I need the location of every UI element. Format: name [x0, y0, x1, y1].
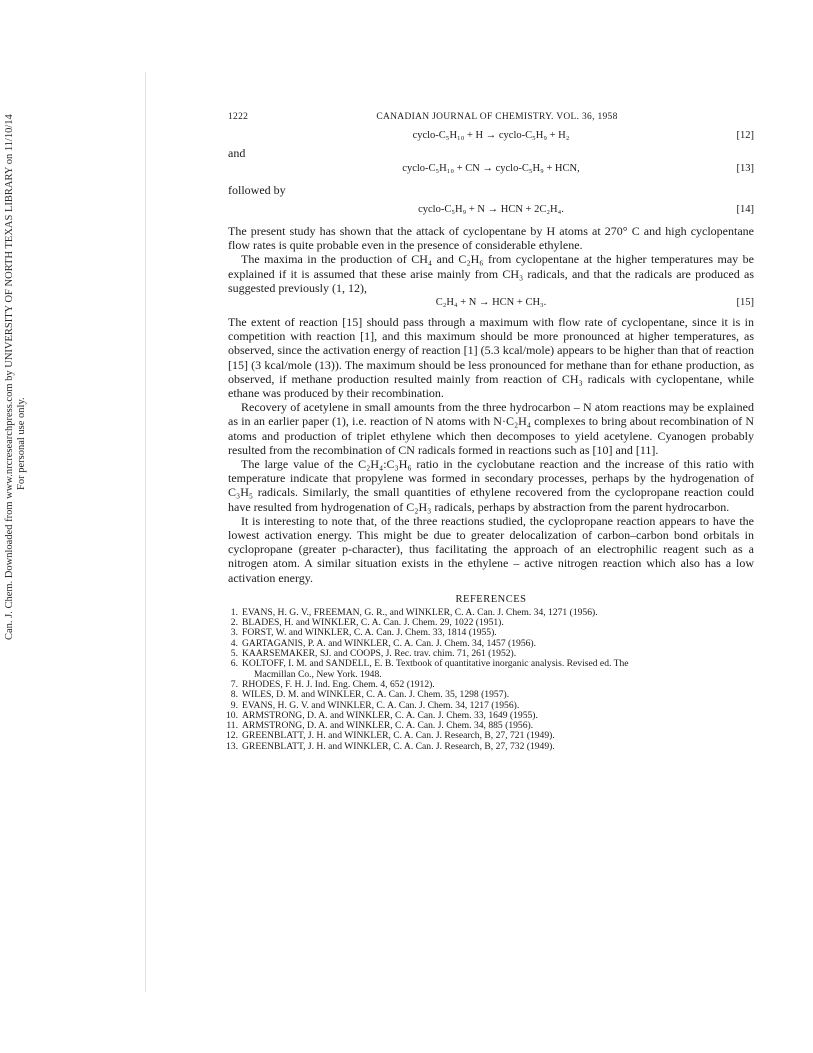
journal-title: CANADIAN JOURNAL OF CHEMISTRY. VOL. 36, 1958 [376, 112, 618, 122]
reference-text: EVANS, H. G. V. and WINKLER, C. A. Can. J. Chem. 34, 1217 (1956). [242, 699, 520, 711]
reference-number: 13. [226, 740, 238, 752]
references-heading: REFERENCES [455, 593, 527, 605]
journal-page [228, 112, 754, 752]
paragraph-3: The extent of reaction [15] should pass through a maximum with flow rate of cyclopentane, since it is in competition with reaction [1], and this maximum should be more pronounced at higher temperatures, as observed, since the activation energy of reaction [1] (5.3 kcal/mole) appears to be higher than that of reaction [15] (3 kcal/mole (13)). The maximum should be less pronounced for methane than for ethane production, as observed, if methane production resulted mainly from reaction of CH₃ radicals with cyclopentane, while ethane was produced by their recombination. [228, 315, 754, 401]
reference-number: 3. [230, 627, 238, 639]
reference-continuation: Macmillan Co., New York. 1948. [254, 668, 382, 680]
equation-number: [12] [736, 130, 754, 141]
paragraph-2: The maxima in the production of CH₄ and C₂H₆ from cyclopentane at the higher temperatures may be explained if it is assumed that these arise mainly from CH₃ radicals, and that the radicals are produced as suggested previously (1, 12), [228, 252, 754, 295]
reference-number: 1. [230, 606, 238, 618]
connector-followed-by: followed by [228, 183, 286, 197]
reference-item [228, 659, 754, 680]
reference-text: KAARSEMAKER, SJ. and COOPS, J. Rec. trav. chim. 71, 261 (1952). [242, 648, 517, 660]
equation-number: [13] [736, 163, 754, 174]
reference-number: 2. [230, 617, 238, 629]
equation-number: [15] [736, 297, 754, 309]
watermark-line-2: For personal use only. [16, 397, 27, 490]
references-list [228, 608, 754, 752]
reference-text: EVANS, H. G. V., FREEMAN, G. R., and WINKLER, C. A. Can. J. Chem. 34, 1271 (1956). [242, 606, 598, 618]
paragraph-6: It is interesting to note that, of the three reactions studied, the cyclopropane reaction appears to have the lowest activation energy. This might be due to greater delocalization of carbon–carbon bond orbitals in cyclopropane (greater p-character), thus facilitating the approach of an electrophilic reagent such as a nitrogen atom. A similar situation exists in the ethylene – active nitrogen reaction which also has a low activation energy. [228, 513, 754, 585]
equation-13 [228, 161, 754, 178]
equation-14 [228, 202, 754, 219]
reference-text: GREENBLATT, J. H. and WINKLER, C. A. Can. J. Research, B, 27, 721 (1949). [242, 730, 555, 742]
reference-text: ARMSTRONG, D. A. and WINKLER, C. A. Can. J. Chem. 34, 885 (1956). [242, 720, 534, 732]
reference-text: GREENBLATT, J. H. and WINKLER, C. A. Can. J. Research, B, 27, 732 (1949). [242, 740, 555, 752]
paragraph-1: The present study has shown that the attack of cyclopentane by H atoms at 270° C and high cyclopentane flow rates is quite probable even in the presence of considerable ethylene. [228, 224, 754, 253]
reference-text: ARMSTRONG, D. A. and WINKLER, C. A. Can. J. Chem. 33, 1649 (1955). [242, 709, 538, 721]
reference-text: RHODES, F. H. J. Ind. Eng. Chem. 4, 652 (1912). [242, 678, 435, 690]
reference-number: 4. [230, 637, 238, 649]
reference-text: WILES, D. M. and WINKLER, C. A. Can. J. Chem. 35, 1298 (1957). [242, 689, 510, 701]
running-head [228, 112, 754, 128]
reference-number: 8. [230, 689, 238, 701]
page-number: 1222 [228, 112, 249, 122]
reference-text: GARTAGANIS, P. A. and WINKLER, C. A. Can. J. Chem. 34, 1457 (1956). [242, 637, 537, 649]
paragraph-4: Recovery of acetylene in small amounts from the three hydrocarbon – N atom reactions may be explained as in an earlier paper (1), i.e. reaction of N atoms with N·C₂H₄ complexes to bring about recombination of N atoms and production of triplet ethylene which then decomposes to yield acetylene. Cyanogen probably resulted from the recombination of CN radicals formed in reactions such as [10] and [11]. [228, 400, 754, 457]
download-watermark [4, 114, 36, 640]
reference-number: 7. [230, 678, 238, 690]
paragraph-5: The large value of the C₂H₄:C₃H₆ ratio in the cyclobutane reaction and the increase of this ratio with temperature indicate that propylene was formed in secondary processes, perhaps by the hydrogenation of C₃H₅ radicals. Similarly, the small quantities of ethylene recovered from the cyclopropane reaction could have resulted from hydrogenation of C₂H₃ radicals, perhaps by abstraction from the parent hydrocarbon. [228, 457, 754, 514]
reference-item [228, 742, 754, 752]
reference-text: BLADES, H. and WINKLER, C. A. Can. J. Chem. 29, 1022 (1951). [242, 617, 504, 629]
equation-15 [228, 295, 754, 312]
watermark-line-1: Can. J. Chem. Downloaded from www.nrcresearchpress.com by UNIVERSITY OF NORTH TEXAS LIBRARY on 11/10/14 [4, 114, 15, 640]
scan-edge-line [145, 72, 146, 992]
reference-number: 11. [226, 720, 238, 732]
reference-number: 9. [230, 699, 238, 711]
equation-text: cyclo-C₅H₉ + N → HCN + 2C₂H₄. [418, 204, 564, 215]
equation-number: [14] [736, 204, 754, 215]
reference-number: 5. [230, 648, 238, 660]
reference-number: 10. [226, 709, 238, 721]
equation-text: cyclo-C₅H₁₀ + H → cyclo-C₅H₉ + H₂ [412, 130, 570, 141]
equation-text: C₂H₄ + N → HCN + CH₃. [435, 297, 547, 309]
connector-and: and [228, 146, 246, 160]
reference-number: 12. [226, 730, 238, 742]
equation-text: cyclo-C₅H₁₀ + CN → cyclo-C₅H₉ + HCN, [402, 163, 580, 174]
reference-text: FORST, W. and WINKLER, C. A. Can. J. Chem. 33, 1814 (1955). [242, 627, 497, 639]
reference-text: KOLTOFF, I. M. and SANDELL, E. B. Textbook of quantitative inorganic analysis. Revised ed. The [242, 658, 629, 670]
equation-12 [228, 128, 754, 145]
reference-number: 6. [230, 658, 238, 670]
